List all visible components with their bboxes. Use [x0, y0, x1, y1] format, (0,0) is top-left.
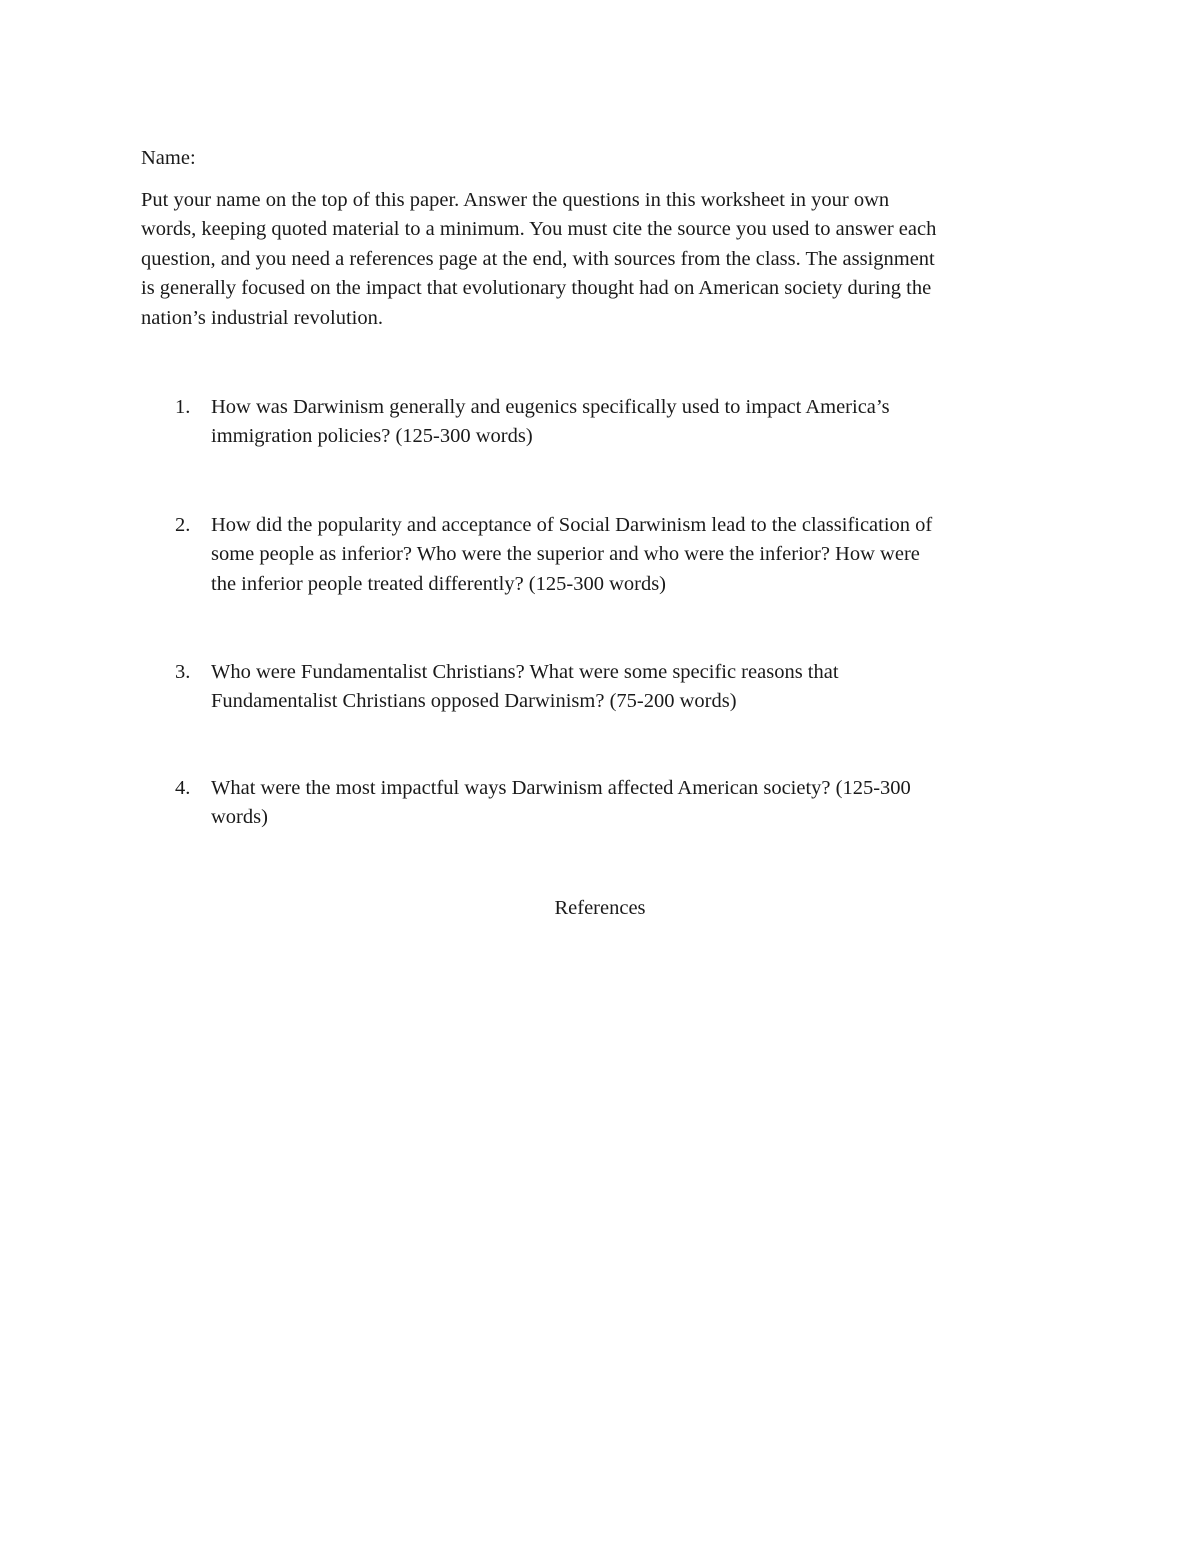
question-line: How was Darwinism generally and eugenics specifically used to impact America’s	[211, 396, 890, 418]
instructions-line: is generally focused on the impact that evolutionary thought had on American society during the	[141, 277, 932, 300]
question-line: some people as inferior? Who were the superior and who were the inferior? How were	[211, 543, 920, 566]
instructions-line: Put your name on the top of this paper. Answer the questions in this worksheet in your own	[141, 189, 890, 211]
question-line: immigration policies? (125-300 words)	[211, 425, 533, 448]
question-number: 1.	[175, 396, 191, 418]
name-label: Name:	[141, 147, 196, 169]
question-line: What were the most impactful ways Darwinism affected American society? (125-300	[211, 777, 911, 799]
question-number: 3.	[175, 661, 191, 683]
question-text	[211, 658, 1071, 717]
instructions-line: question, and you need a references page at the end, with sources from the class. The assignment	[141, 247, 935, 270]
question-text	[211, 393, 1071, 452]
question-line: Fundamentalist Christians opposed Darwinism? (75-200 words)	[211, 690, 737, 713]
question-number: 4.	[175, 777, 191, 799]
question-line: the inferior people treated differently? (125-300 words)	[211, 572, 667, 595]
question-line: How did the popularity and acceptance of Social Darwinism lead to the classification of	[211, 514, 933, 536]
instructions-line: nation’s industrial revolution.	[141, 306, 383, 329]
question-number: 2.	[175, 514, 191, 536]
question-text	[211, 774, 1071, 833]
question-line: Who were Fundamentalist Christians? What were some specific reasons that	[211, 661, 839, 683]
instructions-paragraph	[141, 186, 1071, 333]
references-heading: References	[554, 897, 646, 919]
instructions-line: words, keeping quoted material to a minimum. You must cite the source you used to answer each	[141, 218, 937, 241]
question-text	[211, 511, 1071, 599]
question-line: words)	[211, 806, 268, 829]
